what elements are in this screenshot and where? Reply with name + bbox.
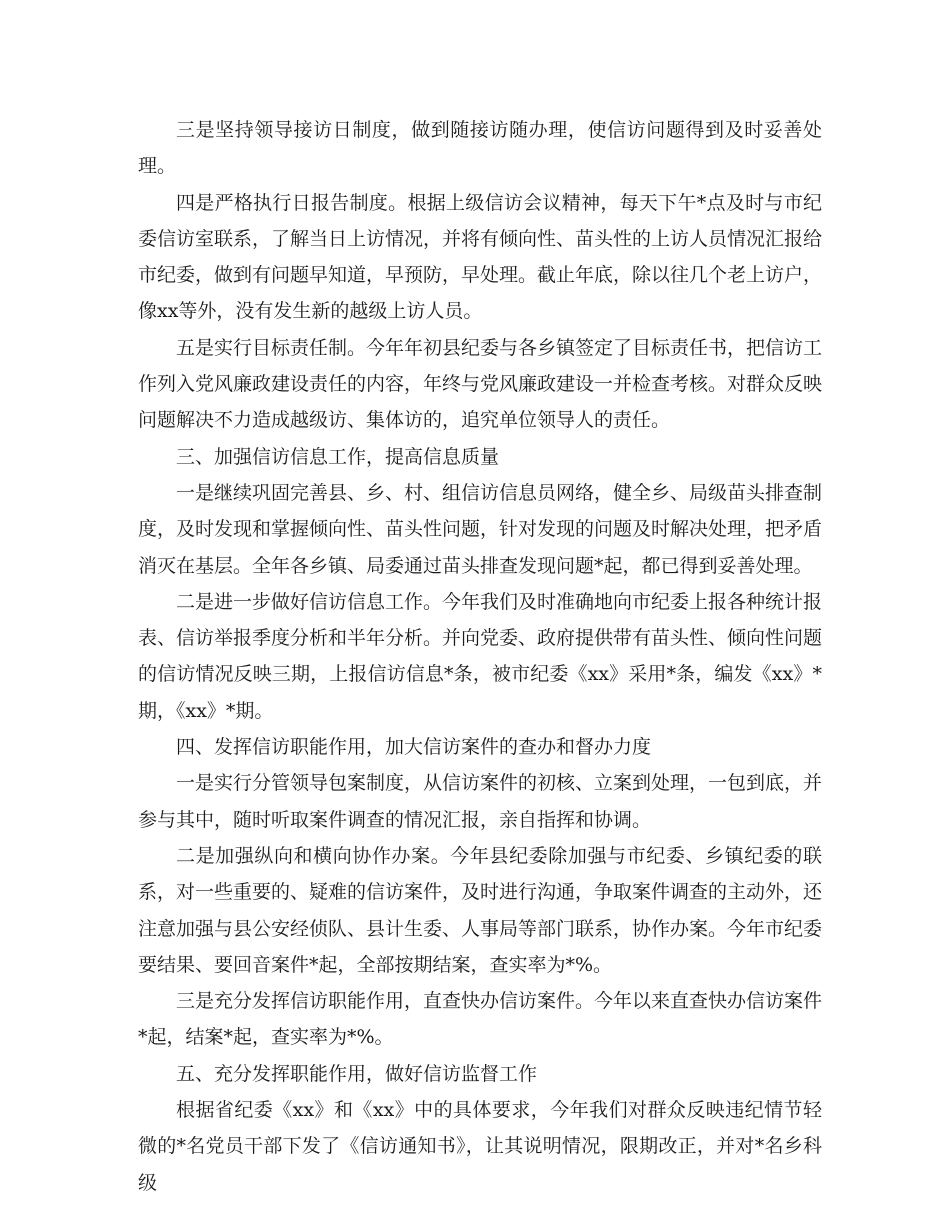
paragraph-6: 一是实行分管领导包案制度，从信访案件的初核、立案到处理，一包到底，并参与其中，随时听取案件调查的情况汇报，亲自指挥和协调。 xyxy=(138,772,823,831)
paragraph-3: 五是实行目标责任制。今年年初县纪委与各乡镇签定了目标责任书，把信访工作列入党风廉政建设责任的内容，年终与党风廉政建设一并检查考核。对群众反映问题解决不力造成越级访、集体访的，追究单位领导人的责任。 xyxy=(138,336,823,432)
section-heading-3: 三、加强信访信息工作，提高信息质量 xyxy=(176,445,500,468)
section-heading-5: 五、充分发挥职能作用，做好信访监督工作 xyxy=(176,1062,538,1085)
paragraph-4: 一是继续巩固完善县、乡、村、组信访信息员网络，健全乡、局级苗头排查制度，及时发现和掌握倾向性、苗头性问题，针对发现的问题及时解决处理，把矛盾消灭在基层。全年各乡镇、局委通过苗头排查发现问题*起，都已得到妥善处理。 xyxy=(138,481,823,577)
paragraph-1: 三是坚持领导接访日制度，做到随接访随办理，使信访问题得到及时妥善处理。 xyxy=(138,119,822,178)
paragraph-5: 二是进一步做好信访信息工作。今年我们及时准确地向市纪委上报各种统计报表、信访举报季度分析和半年分析。并向党委、政府提供带有苗头性、倾向性问题的信访情况反映三期，上报信访信息*条，被市纪委《xx》采用*条，编发《xx》*期，《xx》*期。 xyxy=(138,590,823,722)
paragraph-9: 根据省纪委《xx》和《xx》中的具体要求，今年我们对群众反映违纪情节轻微的*名党员干部下发了《信访通知书》，让其说明情况，限期改正，并对*名乡科级 xyxy=(138,1099,822,1194)
section-heading-4: 四、发挥信访职能作用，加大信访案件的查办和督办力度 xyxy=(176,736,652,759)
document-body xyxy=(138,112,822,1201)
paragraph-2: 四是严格执行日报告制度。根据上级信访会议精神，每天下午*点及时与市纪委信访室联系，了解当日上访情况，并将有倾向性、苗头性的上访人员情况汇报给市纪委，做到有问题早知道，早预防，早处理。截止年底，除以往几个老上访户，像xx等外，没有发生新的越级上访人员。 xyxy=(138,191,823,323)
paragraph-7: 二是加强纵向和横向协作办案。今年县纪委除加强与市纪委、乡镇纪委的联系，对一些重要的、疑难的信访案件，及时进行沟通，争取案件调查的主动外，还注意加强与县公安经侦队、县计生委、人事局等部门联系，协作办案。今年市纪委要结果、要回音案件*起，全部按期结案，查实率为*%。 xyxy=(138,844,823,976)
paragraph-8: 三是充分发挥信访职能作用，直查快办信访案件。今年以来直查快办信访案件*起，结案*起，查实率为*%。 xyxy=(138,990,823,1049)
